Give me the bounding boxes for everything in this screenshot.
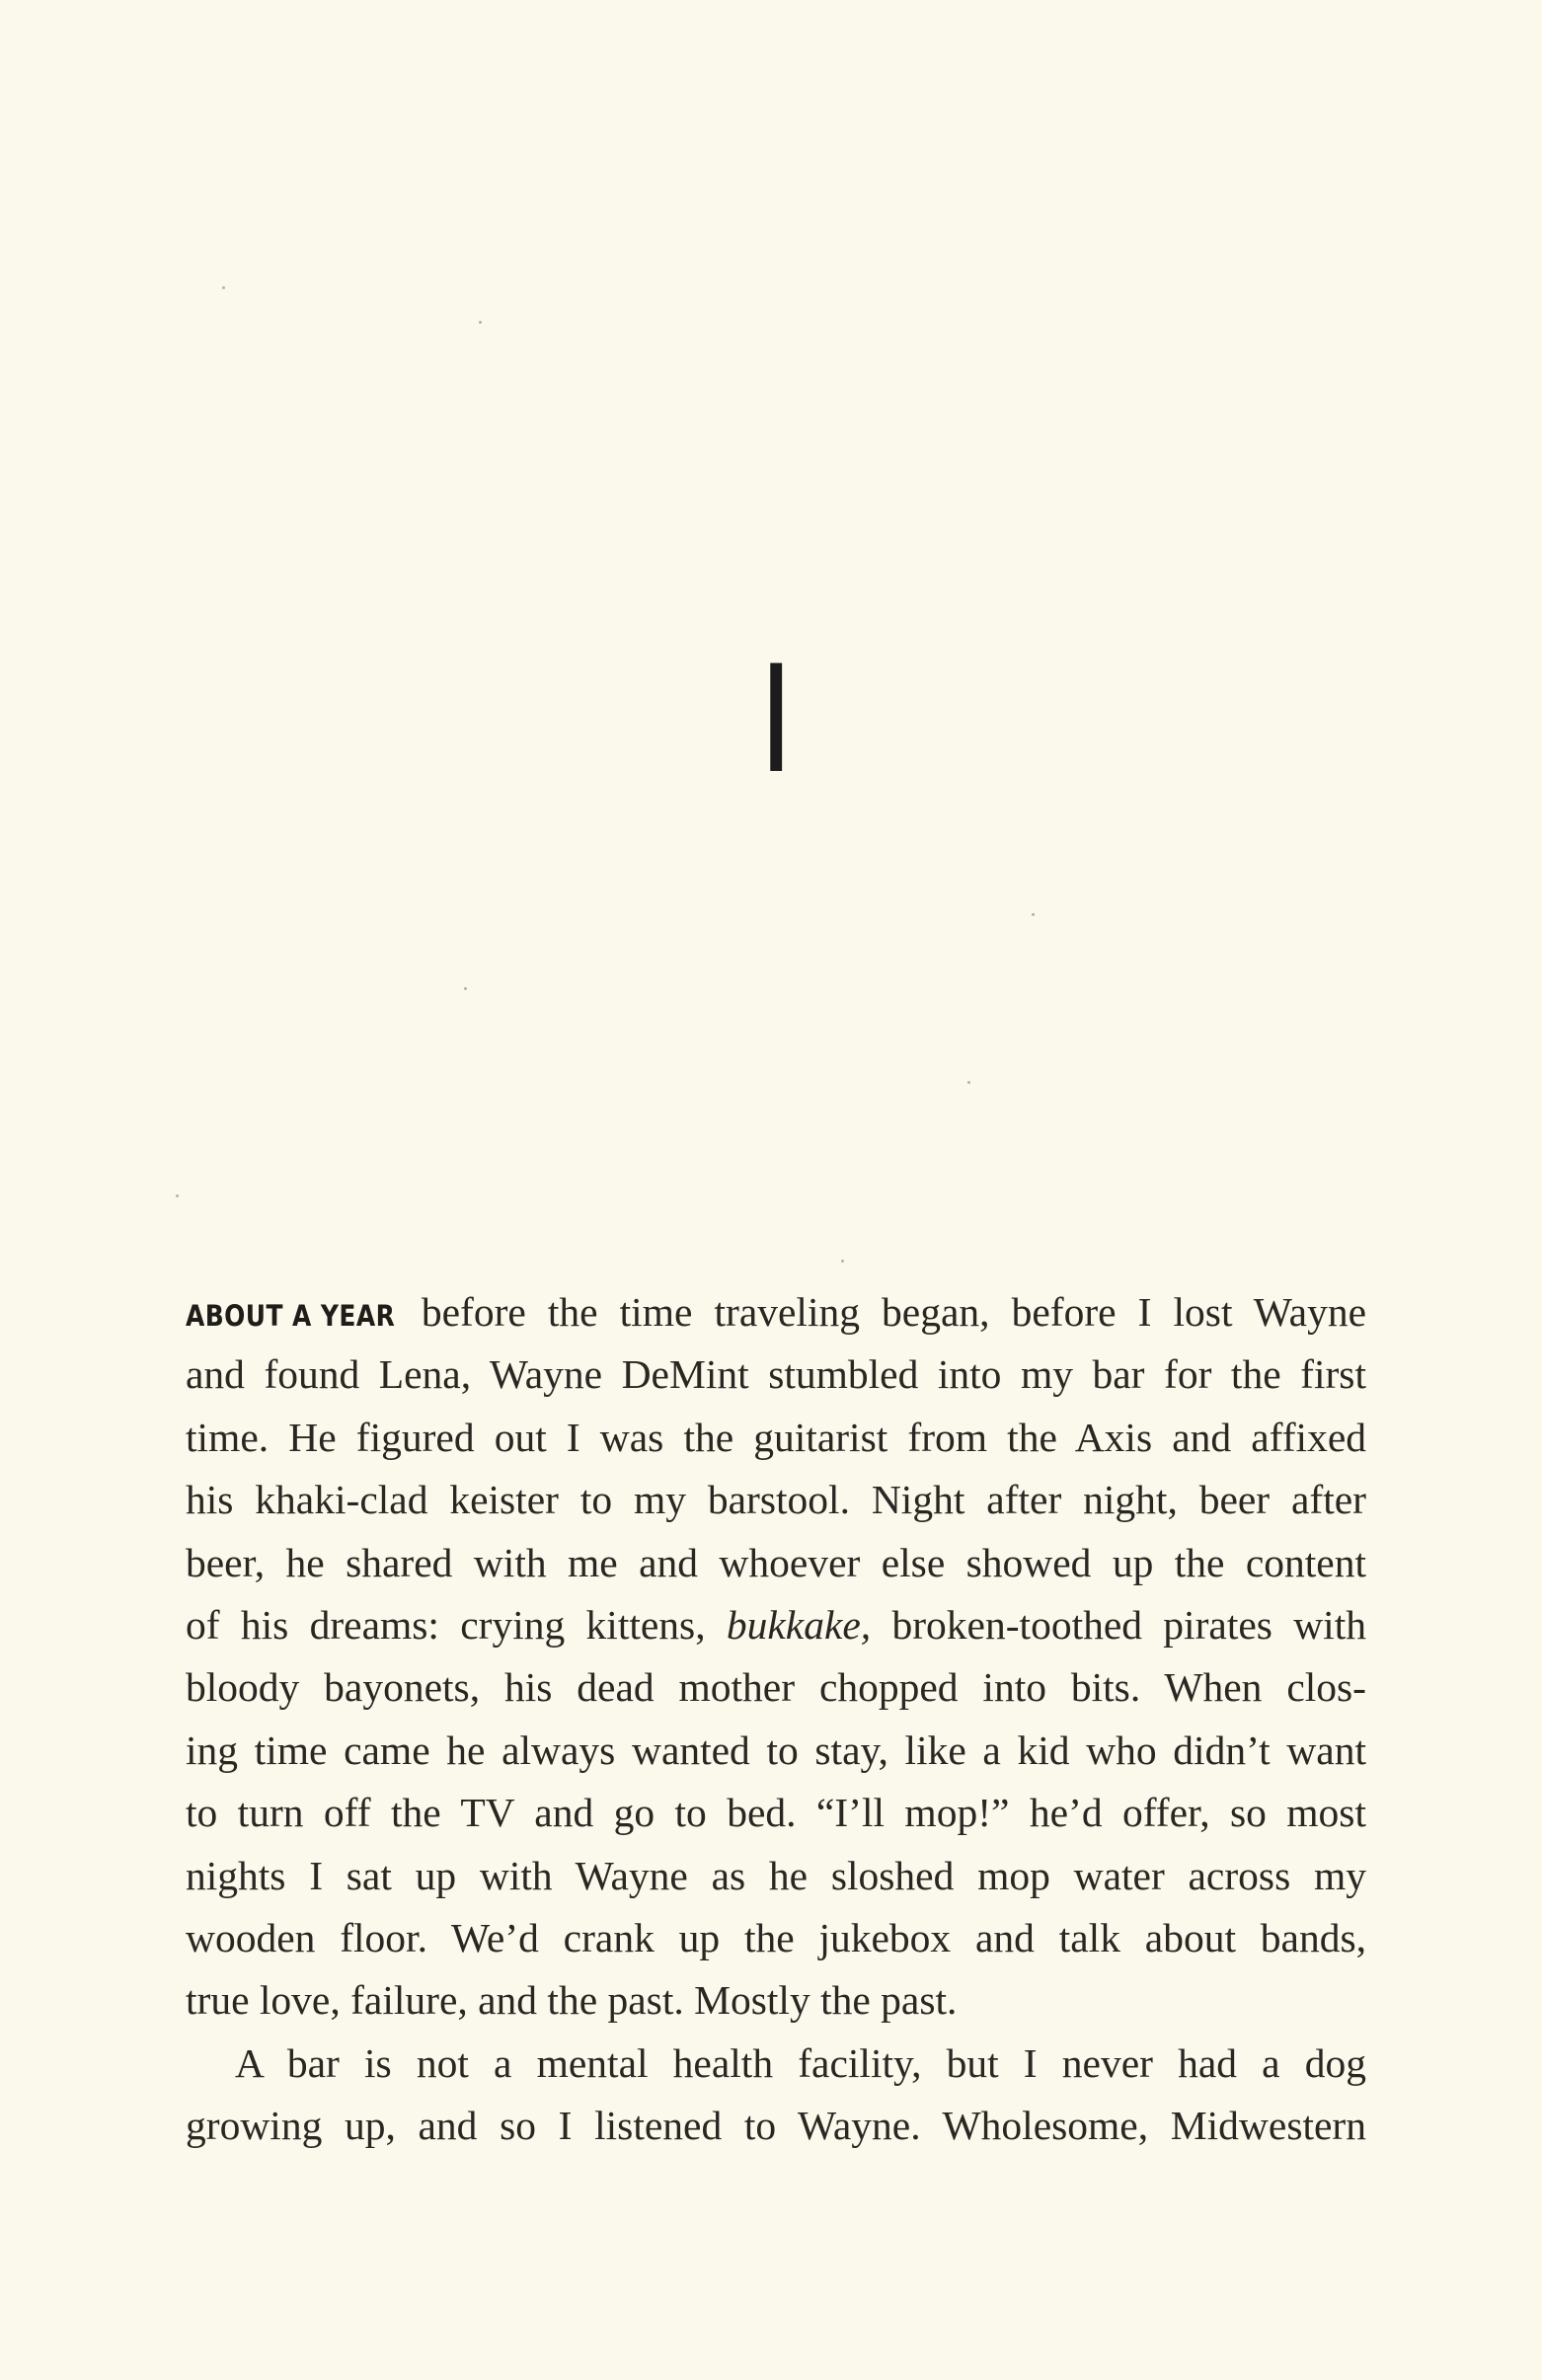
text-line: wooden floor. We’d crank up the jukebox and talk about bands,	[186, 1914, 1366, 1960]
text-line: to turn off the TV and go to bed. “I’ll mop!” he’d offer, so most	[186, 1790, 1366, 1836]
text-line: ing time came he always wanted to stay, like a kid who didn’t want	[186, 1727, 1366, 1773]
paper-speck	[464, 987, 467, 990]
text-line: growing up, and so I listened to Wayne. Wholesome, Midwestern	[186, 2103, 1366, 2149]
text-line: bloody bayonets, his dead mother chopped into bits. When clos-	[186, 1664, 1366, 1711]
text-line	[186, 1594, 1366, 1656]
chapter-body-text	[186, 1281, 1366, 2157]
paper-speck	[176, 1194, 179, 1197]
text-line	[186, 1281, 1366, 1344]
text-line: and found Lena, Wayne DeMint stumbled into my bar for the first	[186, 1351, 1366, 1398]
text-line: time. He figured out I was the guitarist from the Axis and affixed	[186, 1414, 1366, 1460]
text-line: true love, failure, and the past. Mostly the past.	[186, 1977, 958, 2024]
chapter-number: I	[764, 635, 788, 806]
text-line-content: of his dreams: crying kittens,	[186, 1601, 706, 1648]
paper-speck	[479, 321, 482, 324]
text-line: beer, he shared with me and whoever else showed up the content	[186, 1539, 1366, 1585]
paper-speck	[841, 1260, 844, 1263]
lead-in-small-caps: ABOUT A YEAR	[186, 1299, 396, 1333]
paper-speck	[967, 1081, 970, 1084]
text-line-content: before the time traveling began, before I lost Wayne	[399, 1289, 1366, 1335]
paper-speck	[1032, 913, 1035, 916]
text-line-paragraph-start: A bar is not a mental health facility, but I never had a dog	[235, 2039, 1366, 2086]
text-line-content: broken-toothed pirates with	[871, 1601, 1366, 1648]
text-line: his khaki-clad keister to my barstool. Night after night, beer after	[186, 1477, 1366, 1523]
italic-word: bukkake,	[726, 1601, 872, 1648]
text-line: nights I sat up with Wayne as he sloshed mop water across my	[186, 1852, 1366, 1898]
paper-speck	[222, 286, 225, 289]
